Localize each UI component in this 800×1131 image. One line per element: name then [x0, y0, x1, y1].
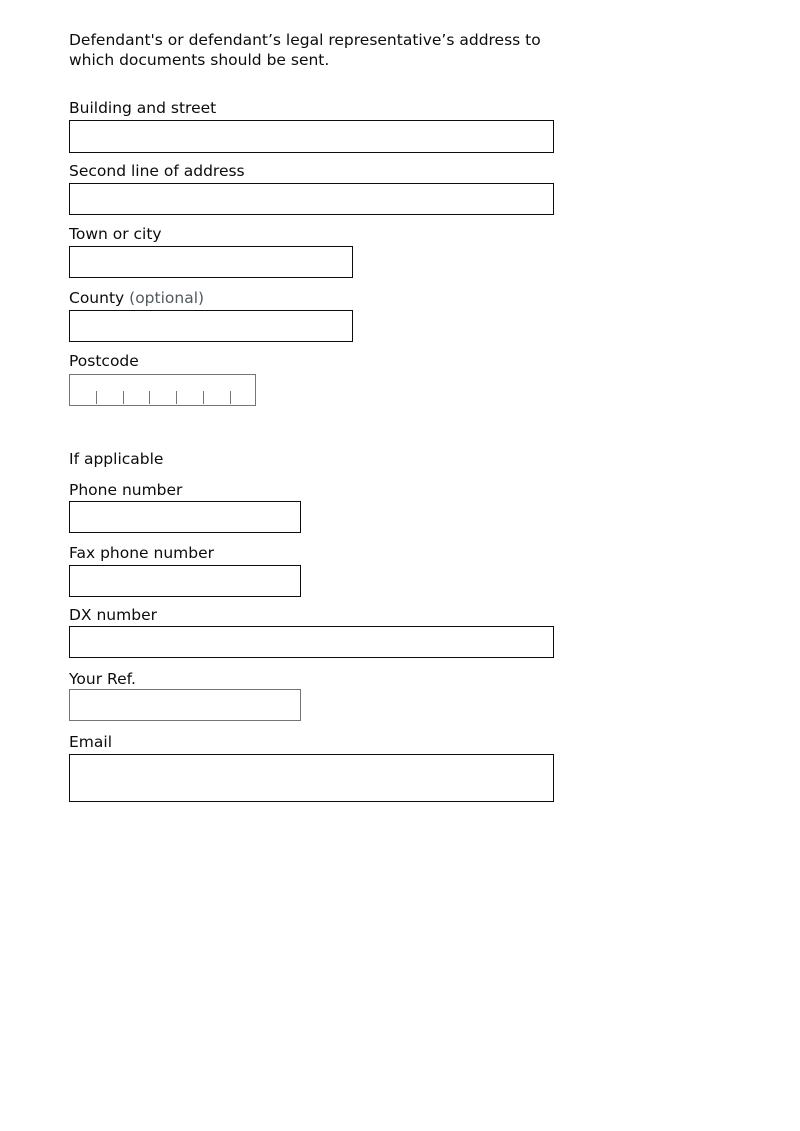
county-label: [69, 289, 204, 307]
email-input[interactable]: [69, 754, 554, 802]
phone-number-label: Phone number: [69, 481, 183, 499]
building-street-input[interactable]: [69, 120, 554, 153]
if-applicable-note: If applicable: [69, 450, 164, 468]
your-ref-input[interactable]: [69, 689, 301, 721]
postcode-divider: [96, 391, 97, 404]
postcode-divider: [176, 391, 177, 404]
postcode-comb-input[interactable]: [69, 374, 256, 406]
county-label-text: County: [69, 289, 125, 307]
email-label: Email: [69, 733, 113, 751]
postcode-label: Postcode: [69, 352, 139, 370]
county-input[interactable]: [69, 310, 353, 342]
postcode-divider: [230, 391, 231, 404]
town-city-label: Town or city: [69, 225, 162, 243]
postcode-divider: [203, 391, 204, 404]
your-ref-label: Your Ref.: [69, 670, 136, 688]
dx-number-input[interactable]: [69, 626, 554, 658]
phone-number-input[interactable]: [69, 501, 301, 533]
building-street-label: Building and street: [69, 99, 217, 117]
fax-number-input[interactable]: [69, 565, 301, 597]
county-optional-hint: (optional): [129, 289, 205, 307]
dx-number-label: DX number: [69, 606, 157, 624]
second-line-input[interactable]: [69, 183, 554, 215]
second-line-label: Second line of address: [69, 162, 245, 180]
postcode-divider: [149, 391, 150, 404]
town-city-input[interactable]: [69, 246, 353, 278]
intro-text: Defendant's or defendant’s legal representative’s address to which documents should be sent.: [69, 31, 541, 69]
fax-number-label: Fax phone number: [69, 544, 215, 562]
postcode-divider: [123, 391, 124, 404]
